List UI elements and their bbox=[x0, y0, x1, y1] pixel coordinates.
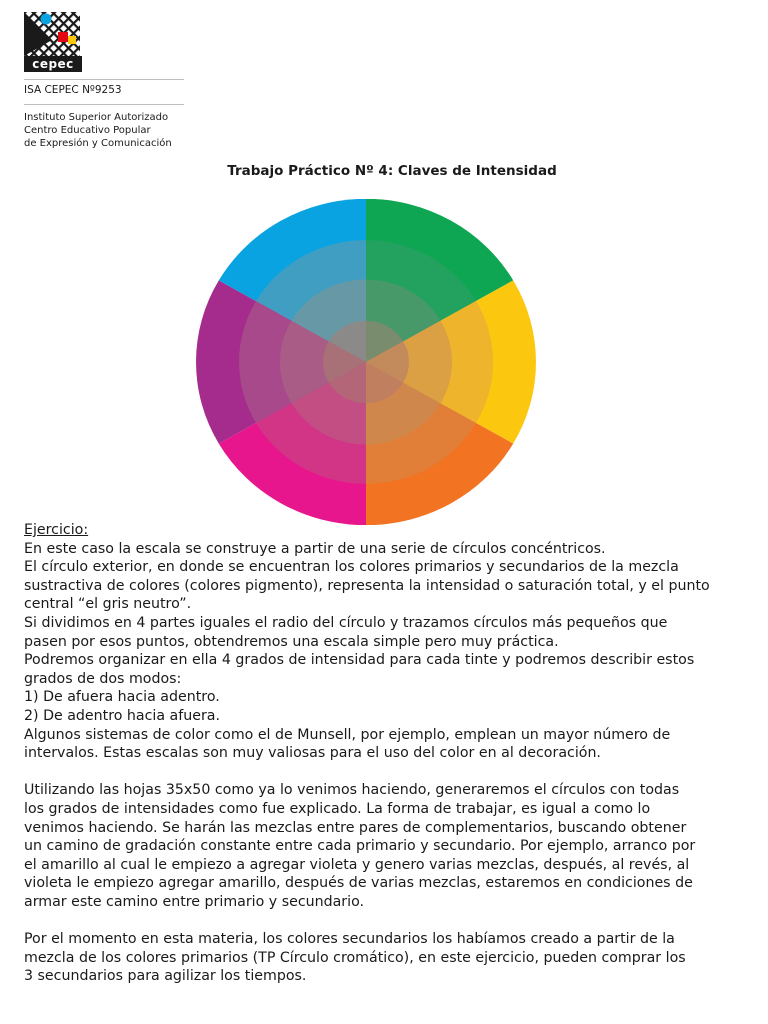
color-intensity-wheel bbox=[196, 199, 536, 525]
text-line: 3 secundarios para agilizar los tiempos. bbox=[24, 968, 307, 985]
page-title: Trabajo Práctico Nº 4: Claves de Intensidad bbox=[227, 163, 557, 179]
text-line: venimos haciendo. Se harán las mezclas entre pares de complementarios, buscando obtener bbox=[24, 819, 687, 836]
text-line: 2) De adentro hacia afuera. bbox=[24, 707, 221, 724]
text-line: Si dividimos en 4 partes iguales el radio del círculo y trazamos círculos más pequeños que bbox=[24, 614, 668, 631]
text-line: intervalos. Estas escalas son muy valiosas para el uso del color en al decoración. bbox=[24, 745, 601, 762]
text-line: armar este camino entre primario y secundario. bbox=[24, 893, 365, 910]
text-line: Podremos organizar en ella 4 grados de intensidad para cada tinte y podremos describir estos bbox=[24, 652, 695, 669]
text-line: mezcla de los colores primarios (TP Círculo cromático), en este ejercicio, pueden comprar los bbox=[24, 949, 686, 966]
text-line: Utilizando las hojas 35x50 como ya lo venimos haciendo, generaremos el círculos con todas bbox=[24, 782, 680, 799]
logo-wordmark: cepec bbox=[24, 56, 82, 72]
text-line: el amarillo al cual le empiezo a agregar violeta y genero varias mezclas, después, al revés, al bbox=[24, 856, 690, 873]
exercise-heading: Ejercicio: bbox=[24, 522, 89, 538]
paragraph-gap bbox=[24, 763, 764, 782]
institution-line: de Expresión y Comunicación bbox=[24, 138, 172, 149]
text-line: 1) De afuera hacia adentro. bbox=[24, 689, 220, 706]
text-line: Algunos sistemas de color como el de Munsell, por ejemplo, emplean un mayor número de bbox=[24, 726, 671, 743]
institution-name bbox=[24, 111, 172, 150]
text-line: violeta le empiezo agregar amarillo, después de varias mezclas, estaremos en condiciones de bbox=[24, 875, 693, 892]
text-line: grados de dos modos: bbox=[24, 670, 182, 687]
institution-line: Instituto Superior Autorizado bbox=[24, 112, 169, 123]
exercise-text bbox=[24, 521, 764, 986]
text-line: central “el gris neutro”. bbox=[24, 596, 192, 613]
header-divider-bottom bbox=[24, 104, 184, 105]
text-line: pasen por esos puntos, obtendremos una escala simple pero muy práctica. bbox=[24, 633, 559, 650]
text-line: sustractiva de colores (colores pigmento), representa la intensidad o saturación total, y el punto bbox=[24, 577, 710, 594]
text-line: Por el momento en esta materia, los colores secundarios los habíamos creado a partir de la bbox=[24, 931, 675, 948]
text-line: los grados de intensidades como fue explicado. La forma de trabajar, es igual a como lo bbox=[24, 800, 651, 817]
text-line: En este caso la escala se construye a partir de una serie de círculos concéntricos. bbox=[24, 540, 606, 557]
header-divider-top bbox=[24, 79, 184, 80]
text-line: un camino de gradación constante entre cada primario y secundario. Por ejemplo, arranco por bbox=[24, 838, 696, 855]
paragraph-gap bbox=[24, 911, 764, 930]
text-line: El círculo exterior, en donde se encuentran los colores primarios y secundarios de la mezcla bbox=[24, 559, 679, 576]
institution-line: Centro Educativo Popular bbox=[24, 125, 151, 136]
institution-code: ISA CEPEC Nº9253 bbox=[24, 84, 122, 96]
